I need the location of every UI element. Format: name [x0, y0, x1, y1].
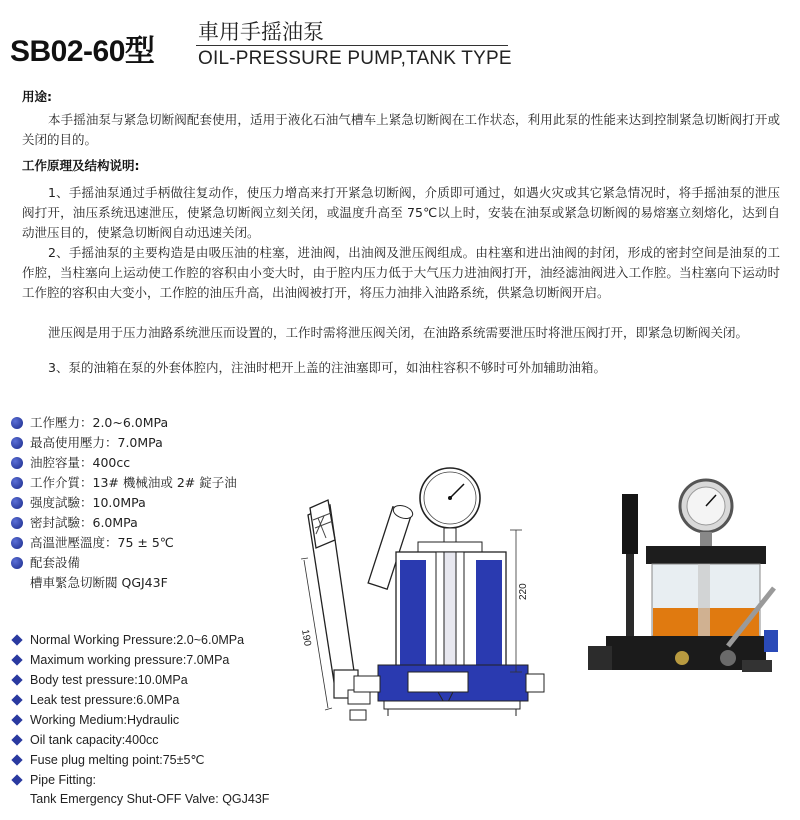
- principle-paragraph-4: 3、泵的油箱在泵的外套体腔内，注油时杷开上盖的注油塞即可，如油柱容积不够时可外加辅助油箱。: [48, 360, 606, 375]
- spec-item: 工作介質：13# 機械油或 2# 錠子油: [10, 473, 237, 493]
- bullet-icon: [11, 417, 23, 429]
- diamond-bullet-icon: [11, 714, 22, 725]
- height-dimension: [510, 530, 529, 672]
- bullet-icon: [11, 517, 23, 529]
- bullet-icon: [11, 497, 23, 509]
- spec-item: 高溫泄壓溫度：75 ± 5℃: [10, 533, 237, 553]
- handle-grip: [622, 494, 638, 554]
- title-english: OIL-PRESSURE PUMP,TANK TYPE: [198, 48, 512, 69]
- spec-item: 强度試驗：10.0MPa: [10, 493, 237, 513]
- spec-item: Working Medium:Hydraulic: [10, 710, 244, 730]
- principle-paragraph-2: 2、手摇油泵的主要构造是由吸压油的柱塞，进油阀，出油阀及泄压阀组成。由柱塞和进出油阀的封闭，形成的密封空间是油泵的工作腔，当柱塞向上运动使工作腔的容积由小变大时，由于腔内压力低于大气压力进油阀打开，油经滤油阀进入工作腔。当柱塞向下运动时工作腔的容积由大变小，工作腔的油压升高，出油阀被打开，将压力油排入油路系统，供紧急切断阀开启。: [22, 245, 780, 300]
- spec-item: Oil tank capacity:400cc: [10, 730, 244, 750]
- spec-item: Normal Working Pressure:2.0~6.0MPa: [10, 630, 244, 650]
- spec-item: Leak test pressure:6.0MPa: [10, 690, 244, 710]
- diamond-bullet-icon: [11, 694, 22, 705]
- bullet-icon: [11, 477, 23, 489]
- diamond-bullet-icon: [11, 774, 22, 785]
- spec-item: Fuse plug melting point:75±5℃: [10, 750, 244, 770]
- pipe-fitting-chinese: 槽車緊急切断閥 QGJ43F: [30, 575, 168, 590]
- principle-heading: 工作原理及结构说明:: [22, 158, 140, 173]
- spec-item: 最高使用壓力：7.0MPa: [10, 433, 237, 453]
- model-number: SB02-60型: [10, 35, 155, 68]
- usage-heading: 用途:: [22, 89, 52, 104]
- spec-item: Maximum working pressure:7.0MPa: [10, 650, 244, 670]
- pump-product-photo: [578, 470, 778, 700]
- bullet-icon: [11, 537, 23, 549]
- principle-paragraph-1: 1、手摇油泵通过手柄做往复动作，使压力增高来打开紧急切断阀，介质即可通过，如遇火灾或其它紧急情况时，将手摇油泵的泄压阀打开，油压系统迅速泄压，使紧急切断阀立刻关闭，或温度升高至 75℃以上时，安装在油泵或紧急切断阀的易熔塞立刻熔化，达到自动泄压目的，使紧急切断阀自动迅速关闭。: [22, 185, 780, 240]
- spec-item: 油腔容量：400cc: [10, 453, 237, 473]
- pump-section-drawing: [288, 460, 548, 750]
- diamond-bullet-icon: [11, 754, 22, 765]
- title-rule: [196, 45, 508, 46]
- diamond-bullet-icon: [11, 654, 22, 665]
- usage-text: 本手摇油泵与紧急切断阀配套使用，适用于液化石油气槽车上紧急切断阀在工作状态，利用此泵的性能来达到控制紧急切断阀打开或关闭的目的。: [22, 112, 780, 147]
- spec-item: 密封試驗：6.0MPa: [10, 513, 237, 533]
- title-chinese: 車用手摇油泵: [198, 20, 324, 44]
- pipe-fitting-english: Tank Emergency Shut-OFF Valve: QGJ43F: [30, 792, 270, 806]
- spec-item: 配套設備: [10, 553, 237, 573]
- diamond-bullet-icon: [11, 674, 22, 685]
- principle-paragraph-3: 泄压阀是用于压力油路系统泄压而设置的，工作时需将泄压阀关闭，在油路系统需要泄压时将泄压阀打开，即紧急切断阀关闭。: [48, 325, 749, 340]
- pressure-gauge-drawing: [418, 468, 482, 552]
- handle-dimension-label: 190: [299, 628, 313, 647]
- diamond-bullet-icon: [11, 734, 22, 745]
- diamond-bullet-icon: [11, 634, 22, 645]
- spec-item: Pipe Fitting:: [10, 770, 244, 790]
- bullet-icon: [11, 457, 23, 469]
- bullet-icon: [11, 557, 23, 569]
- spec-list-english: [10, 630, 244, 790]
- spec-item: 工作壓力：2.0~6.0MPa: [10, 413, 237, 433]
- bullet-icon: [11, 437, 23, 449]
- spec-item: Body test pressure:10.0MPa: [10, 670, 244, 690]
- height-dimension-label: 220: [518, 583, 529, 600]
- spec-list-chinese: [10, 413, 237, 573]
